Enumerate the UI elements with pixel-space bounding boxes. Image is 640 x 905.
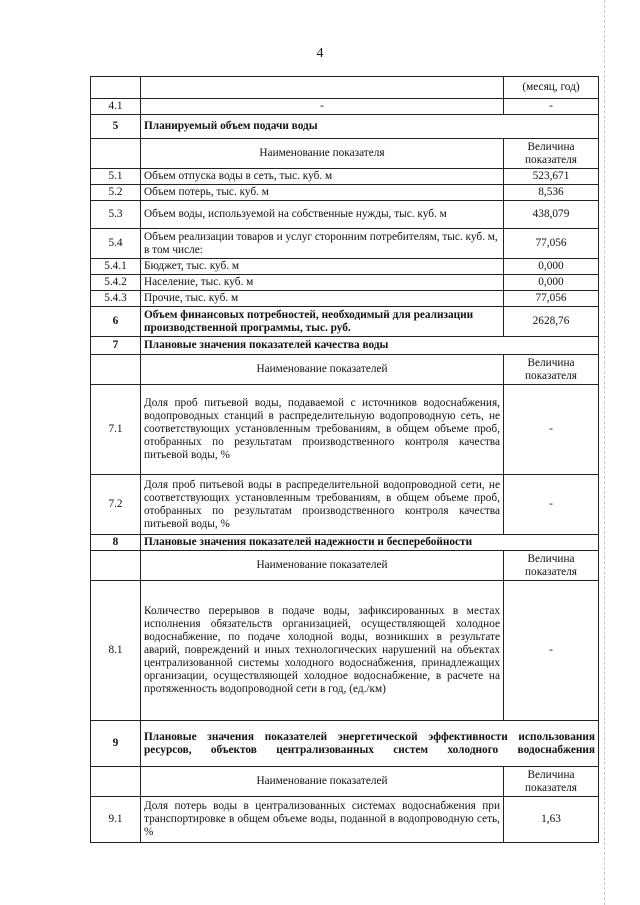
table-row bbox=[91, 229, 599, 259]
section-title: Плановые значения показателей надежности и бесперебойности bbox=[141, 535, 599, 551]
row-value: - bbox=[504, 581, 599, 721]
section-title: Планируемый объем подачи воды bbox=[141, 115, 599, 139]
section-header-row bbox=[91, 337, 599, 355]
row-name: Количество перерывов в подаче воды, зафиксированных в местах исполнения обязательств организацией, осуществляющей холодное водоснабжение, по подаче холодной воды, возникших в результате аварий, повреждений и иных технологических нарушений на объектах централизованной системы холодного водоснабжения, принадлежащих организации, осуществляющей холодное водоснабжение, в расчете на протяженность водопроводной сети в год, (ед./км) bbox=[141, 581, 504, 721]
section-title: Плановые значения показателей энергетической эффективности использования ресурсов, объектов централизованных систем холодного водоснабжения bbox=[141, 721, 599, 767]
row-name: Доля проб питьевой воды, подаваемой с источников водоснабжения, водопроводных станций в распределительную водопроводную сеть, не соответствующих установленным требованиям, в общем объеме проб, отобранных по результатам производственного контроля качества питьевой воды, % bbox=[141, 385, 504, 475]
row-value: 0,000 bbox=[504, 259, 599, 275]
section-number: 8 bbox=[91, 535, 141, 551]
page-number: 4 bbox=[316, 46, 324, 61]
column-header-row bbox=[91, 355, 599, 385]
table-row bbox=[91, 185, 599, 201]
table-row bbox=[91, 797, 599, 843]
table-row bbox=[91, 581, 599, 721]
table-row bbox=[91, 201, 599, 229]
num-cell bbox=[91, 551, 141, 581]
section-title: Объем финансовых потребностей, необходимый для реализации производственной программы, тыс. руб. bbox=[141, 307, 504, 337]
scan-edge-line bbox=[604, 0, 605, 905]
column-header-value: Величина показателя bbox=[504, 767, 599, 797]
name-cell bbox=[141, 77, 504, 99]
row-name: Население, тыс. куб. м bbox=[141, 275, 504, 291]
section-number: 6 bbox=[91, 307, 141, 337]
column-header-name: Наименование показателя bbox=[141, 139, 504, 169]
table-row bbox=[91, 77, 599, 99]
row-name: Объем потерь, тыс. куб. м bbox=[141, 185, 504, 201]
row-value: 77,056 bbox=[504, 291, 599, 307]
row-number: 7.1 bbox=[91, 385, 141, 475]
row-number: 5.4.1 bbox=[91, 259, 141, 275]
row-number: 7.2 bbox=[91, 475, 141, 535]
num-cell bbox=[91, 355, 141, 385]
column-header-name: Наименование показателей bbox=[141, 355, 504, 385]
row-number: 8.1 bbox=[91, 581, 141, 721]
column-header-row bbox=[91, 139, 599, 169]
unit-header-cell: (месяц, год) bbox=[504, 77, 599, 99]
section-header-row bbox=[91, 721, 599, 767]
section-number: 7 bbox=[91, 337, 141, 355]
row-value: 77,056 bbox=[504, 229, 599, 259]
column-header-row bbox=[91, 551, 599, 581]
row-value: 8,536 bbox=[504, 185, 599, 201]
table-row bbox=[91, 259, 599, 275]
table-row bbox=[91, 275, 599, 291]
row-name: - bbox=[141, 99, 504, 115]
row-number: 5.4.3 bbox=[91, 291, 141, 307]
row-name: Объем реализации товаров и услуг сторонним потребителям, тыс. куб. м, в том числе: bbox=[141, 229, 504, 259]
column-header-value: Величина показателя bbox=[504, 355, 599, 385]
row-number: 9.1 bbox=[91, 797, 141, 843]
section-header-row bbox=[91, 115, 599, 139]
row-number: 5.3 bbox=[91, 201, 141, 229]
table-row bbox=[91, 169, 599, 185]
column-header-name: Наименование показателей bbox=[141, 551, 504, 581]
production-program-table bbox=[90, 76, 599, 843]
row-value: - bbox=[504, 385, 599, 475]
row-name: Доля потерь воды в централизованных системах водоснабжения при транспортировке в общем объеме воды, поданной в водопроводную сеть, % bbox=[141, 797, 504, 843]
row-name: Доля проб питьевой воды в распределительной водопроводной сети, не соответствующих установленным требованиям, в общем объеме проб, отобранных по результатам производственного контроля качества питьевой воды, % bbox=[141, 475, 504, 535]
section-number: 5 bbox=[91, 115, 141, 139]
table-row bbox=[91, 99, 599, 115]
section-header-row bbox=[91, 307, 599, 337]
row-name: Прочие, тыс. куб. м bbox=[141, 291, 504, 307]
row-name: Объем воды, используемой на собственные нужды, тыс. куб. м bbox=[141, 201, 504, 229]
section-number: 9 bbox=[91, 721, 141, 767]
num-cell bbox=[91, 139, 141, 169]
section-value: 2628,76 bbox=[504, 307, 599, 337]
row-name: Бюджет, тыс. куб. м bbox=[141, 259, 504, 275]
row-value: 0,000 bbox=[504, 275, 599, 291]
row-number: 5.1 bbox=[91, 169, 141, 185]
column-header-value: Величина показателя bbox=[504, 139, 599, 169]
num-cell bbox=[91, 767, 141, 797]
row-value: 438,079 bbox=[504, 201, 599, 229]
row-number: 4.1 bbox=[91, 99, 141, 115]
row-name: Объем отпуска воды в сеть, тыс. куб. м bbox=[141, 169, 504, 185]
column-header-name: Наименование показателей bbox=[141, 767, 504, 797]
row-value: - bbox=[504, 475, 599, 535]
row-value: 523,671 bbox=[504, 169, 599, 185]
num-cell bbox=[91, 77, 141, 99]
table-row bbox=[91, 475, 599, 535]
section-header-row bbox=[91, 535, 599, 551]
column-header-row bbox=[91, 767, 599, 797]
row-value: 1,63 bbox=[504, 797, 599, 843]
row-number: 5.4 bbox=[91, 229, 141, 259]
row-value: - bbox=[504, 99, 599, 115]
table-row bbox=[91, 385, 599, 475]
row-number: 5.2 bbox=[91, 185, 141, 201]
section-title: Плановые значения показателей качества воды bbox=[141, 337, 599, 355]
table-row bbox=[91, 291, 599, 307]
row-number: 5.4.2 bbox=[91, 275, 141, 291]
column-header-value: Величина показателя bbox=[504, 551, 599, 581]
